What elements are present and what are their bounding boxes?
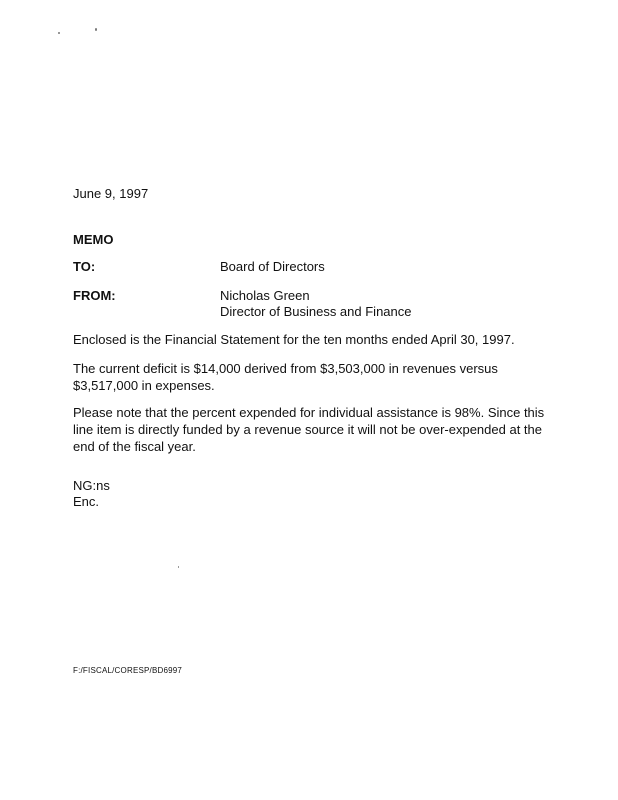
to-label: TO: xyxy=(73,259,96,274)
paragraph-enclosed: Enclosed is the Financial Statement for the ten months ended April 30, 1997. xyxy=(73,332,515,347)
memo-heading: MEMO xyxy=(73,232,114,247)
from-title: Director of Business and Finance xyxy=(220,304,412,319)
initials: NG:ns xyxy=(73,478,110,493)
scan-speck xyxy=(95,28,97,31)
scan-speck xyxy=(58,32,60,34)
scan-speck xyxy=(178,566,179,568)
paragraph-assistance: Please note that the percent expended for individual assistance is 98%. Since this line item is directly funded by a revenue source it will not be over-expended at the end of the fiscal year. xyxy=(73,405,545,454)
from-label: FROM: xyxy=(73,288,116,303)
enclosure-note: Enc. xyxy=(73,494,100,509)
paragraph-deficit: The current deficit is $14,000 derived from $3,503,000 in revenues versus $3,517,000 in expenses. xyxy=(73,361,498,393)
memo-date: June 9, 1997 xyxy=(73,186,149,201)
to-recipient: Board of Directors xyxy=(220,259,325,274)
file-path: F:/FISCAL/CORESP/BD6997 xyxy=(73,666,183,675)
from-name: Nicholas Green xyxy=(220,288,310,303)
